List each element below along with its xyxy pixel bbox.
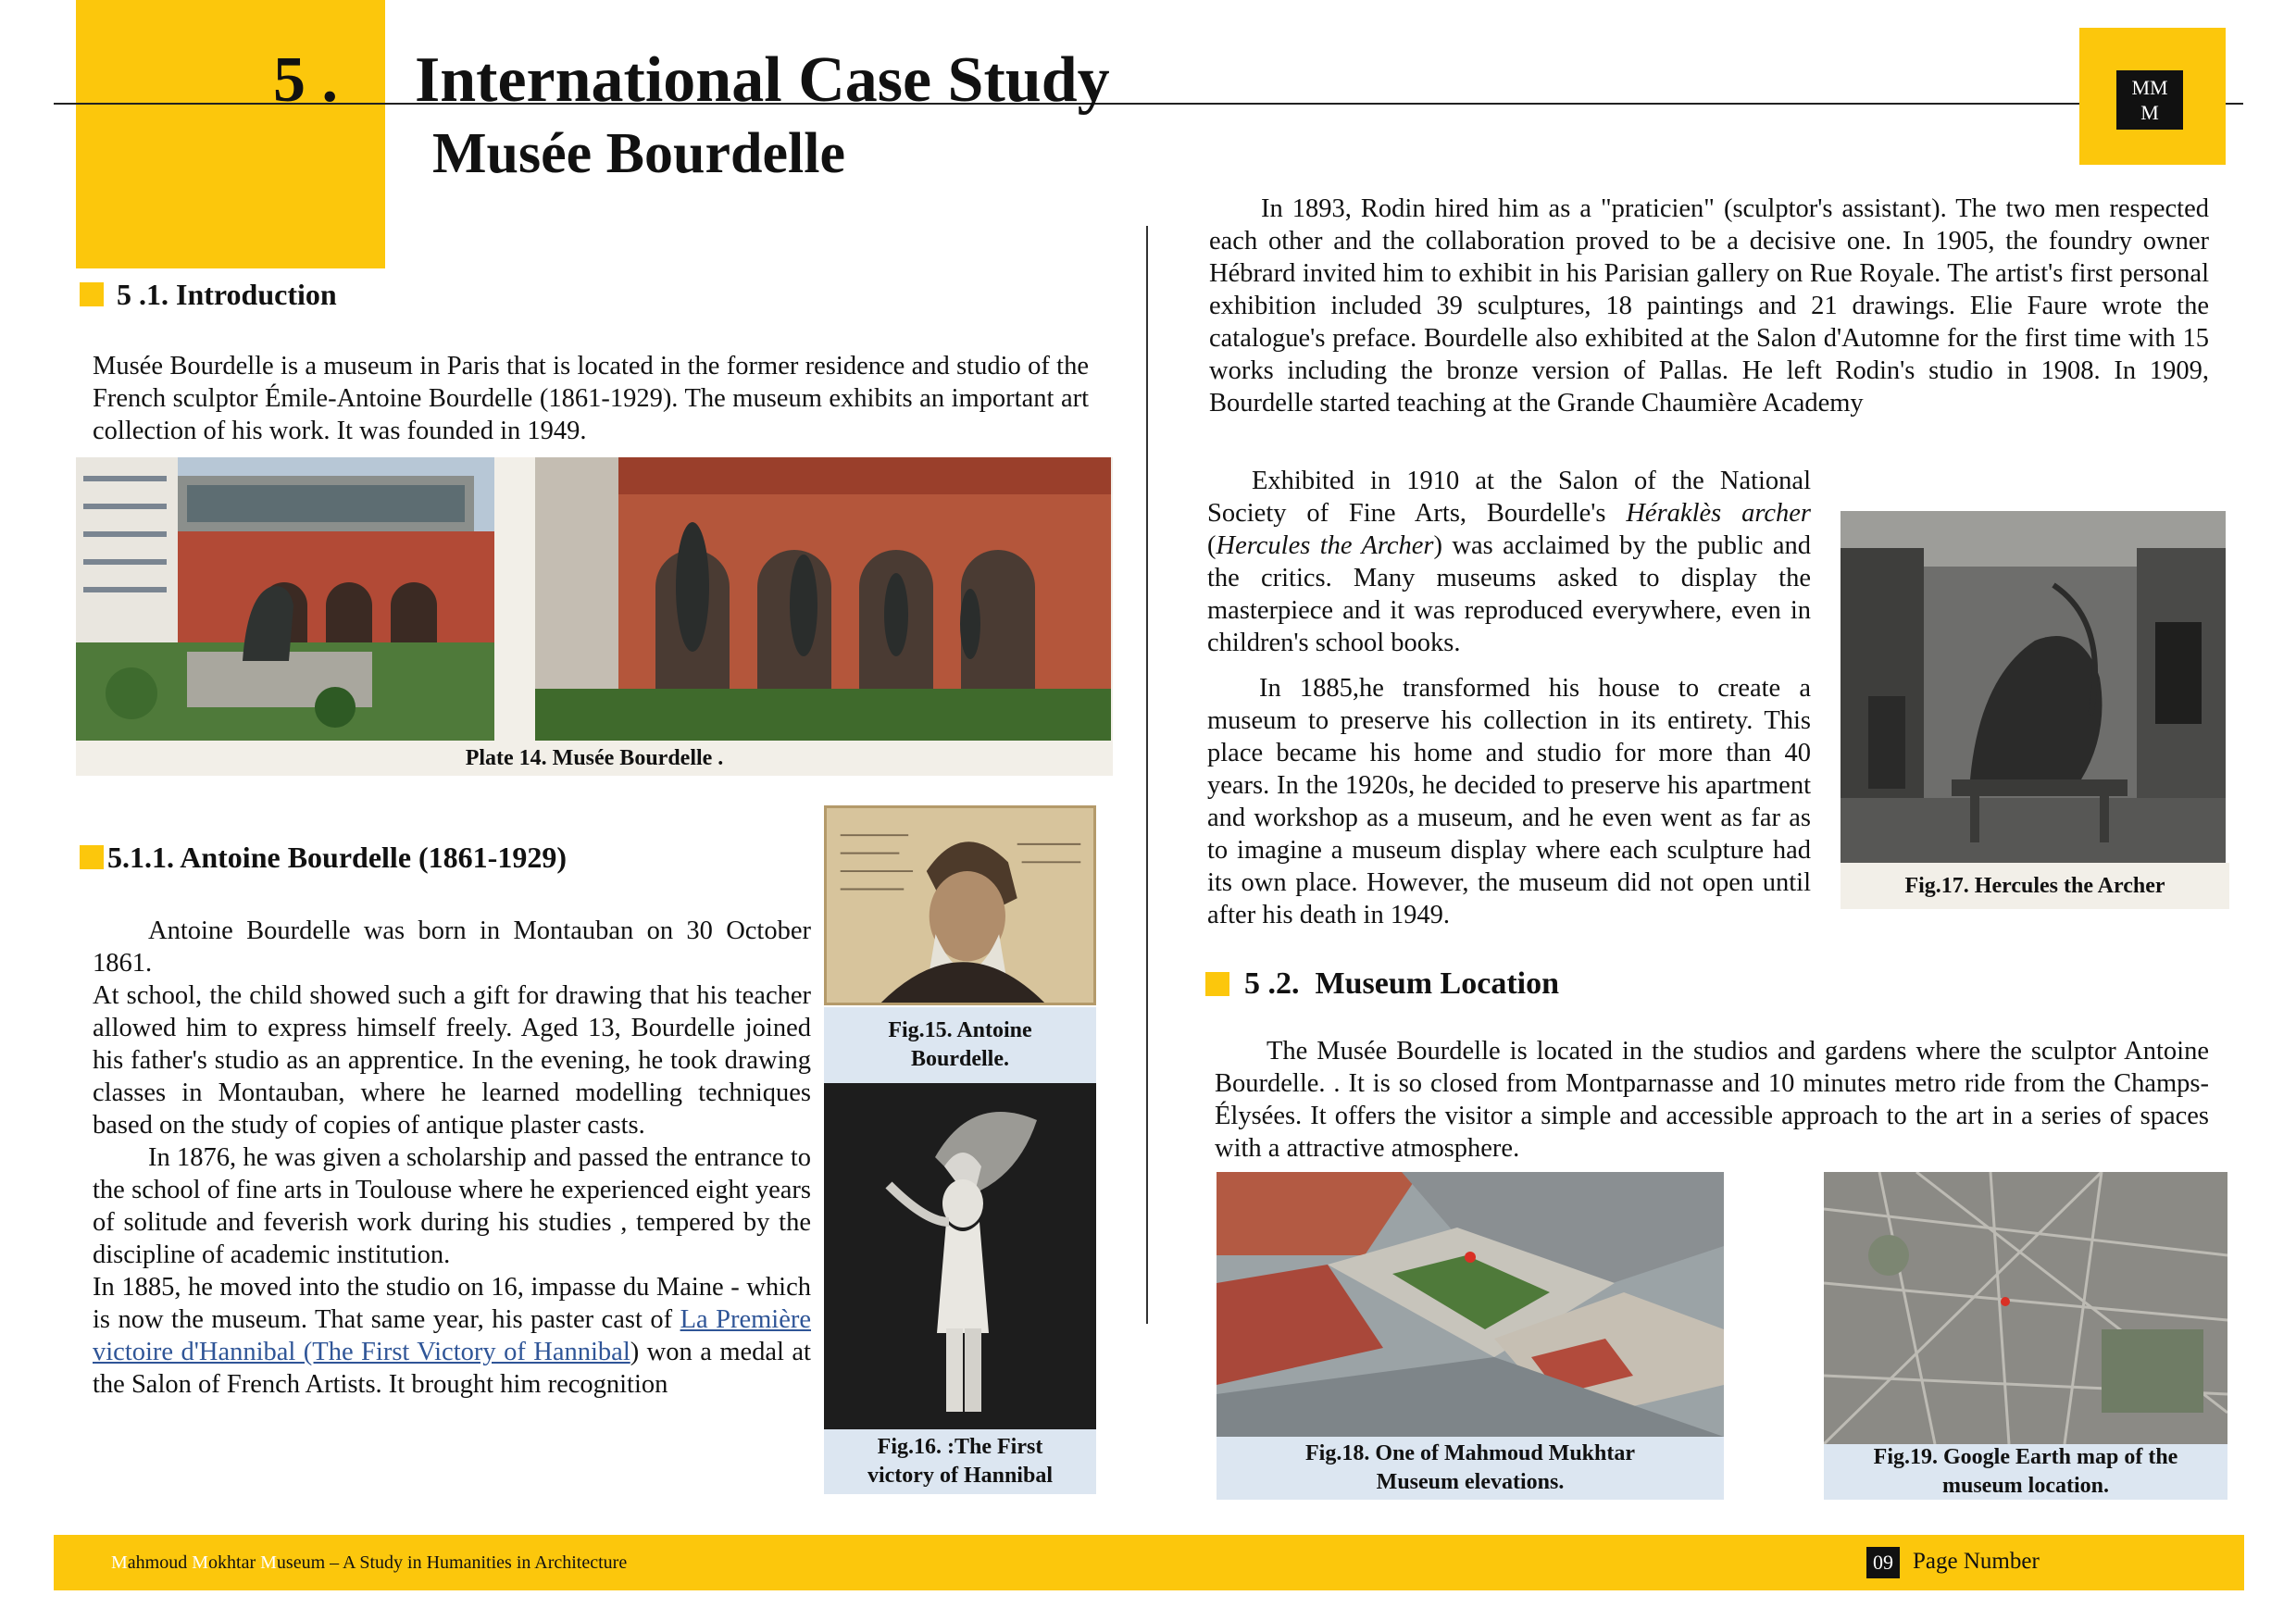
page-number-label: Page Number [1913, 1549, 2040, 1574]
header-rule [54, 103, 2243, 105]
logo-line1: MM [2131, 76, 2168, 99]
hercules-text [1207, 465, 1811, 931]
heading-marker [80, 282, 104, 306]
footer-m1: M [111, 1552, 128, 1573]
bio-p4-end: ) won a medal at the Salon of French Artists. It brought him recognition [93, 1338, 811, 1399]
location-heading-text: 5 .2. Museum Location [1244, 966, 1559, 1001]
p2-part-a: Exhibited in 1910 at the Salon of the National Society of Fine Arts, Bourdelle's [1207, 467, 1811, 528]
intro-heading-text: 5 .1. Introduction [117, 278, 337, 311]
fig17-caption: Fig.17. Hercules the Archer [1841, 863, 2229, 909]
museum-arcade-photo [535, 457, 1111, 741]
header-yellow-block [76, 0, 385, 268]
hannibal-sculpture-photo [824, 1083, 1096, 1429]
intro-paragraph: Musée Bourdelle is a museum in Paris that is located in the former residence and studio of the French sculptor Émile-Antoine Bourdelle (1861-1929). The museum exhibits an important art collection of his work. It was founded in 1949. [93, 352, 1089, 445]
intro-text [93, 350, 1089, 447]
bio-heading [80, 842, 567, 872]
location-text [1215, 1035, 2209, 1165]
footer-m3: M [260, 1552, 277, 1573]
p2-part-b: ( [1207, 531, 1217, 560]
bourdelle-portrait-drawing [824, 805, 1096, 1005]
chapter-title: International Case Study [415, 44, 1110, 116]
location-heading [1205, 968, 1559, 1000]
plate-caption: Plate 14. Musée Bourdelle . [465, 745, 724, 770]
bio-heading-text: 5.1.1. Antoine Bourdelle (1861-1929) [107, 841, 567, 874]
logo-line2: M [2140, 101, 2159, 124]
aerial-view-photo [1217, 1172, 1724, 1437]
p2-italic-2: Hercules the Archer [1216, 531, 1434, 560]
location-paragraph: The Musée Bourdelle is located in the studios and gardens where the sculptor Antoine Bourdelle. . It is so closed from Montparnasse and 10 minutes metro ride from the Champs-Élysées. It offers the visitor a simple and accessible approach to the art in a series of spaces with a attractive atmosphere. [1215, 1037, 2209, 1163]
p2-italic-1: Héraklès archer [1626, 499, 1811, 528]
bio-paragraph-1: Antoine Bourdelle was born in Montauban on 30 October 1861. [93, 916, 811, 978]
rodin-text [1209, 193, 2209, 419]
fig15-caption: Fig.15. Antoine Bourdelle. [824, 1007, 1096, 1083]
footer-title [111, 1552, 627, 1574]
bio-paragraph-4 [93, 1271, 811, 1401]
footer-m2: M [192, 1552, 209, 1573]
fig19-caption: Fig.19. Google Earth map of the museum location. [1824, 1444, 2227, 1500]
hercules-archer-photo [1841, 511, 2226, 863]
column-divider [1146, 226, 1148, 1324]
hannibal-link[interactable]: La Première victoire d'Hannibal (The First Victory of Hannibal [93, 1305, 811, 1366]
right-paragraph-2 [1207, 465, 1811, 659]
fig16-caption: Fig.16. :The First victory of Hannibal [824, 1429, 1096, 1494]
google-earth-map [1824, 1172, 2227, 1444]
bio-text [93, 915, 811, 1401]
intro-heading [80, 280, 337, 309]
footer-t2: okhtar [208, 1552, 261, 1573]
right-paragraph-3: In 1885,he transformed his house to create a museum to preserve his collection in its entirety. This place became his home and studio for more than 40 years. In the 1920s, he decided to preserve his apartment and workshop as a museum, and he even went as far as to imagine a museum display where each sculpture had its own place. However, the museum did not open until after his death in 1949. [1207, 674, 1811, 929]
bio-paragraph-2: At school, the child showed such a gift for drawing that his teacher allowed him to express himself freely. Aged 13, Bourdelle joined his father's studio as an apprentice. In the evening, he took drawing classes in Montauban, where he learned modelling techniques based on the study of copies of antique plaster casts. [93, 981, 811, 1140]
museum-courtyard-photo [76, 457, 494, 741]
heading-marker [1205, 972, 1229, 996]
bio-p4-start: In 1885, he moved into the studio on 16, impasse du Maine - which is now the museum. That same year, his paster cast of [93, 1273, 811, 1334]
logo [2116, 70, 2183, 130]
footer-t1: ahmoud [127, 1552, 193, 1573]
fig18-caption: Fig.18. One of Mahmoud Mukhtar Museum elevations. [1217, 1437, 1724, 1500]
footer-t3: useum – A Study in Humanities in Architecture [276, 1552, 628, 1573]
page-number-badge: 09 [1866, 1547, 1900, 1578]
page-subtitle: Musée Bourdelle [432, 122, 845, 185]
bio-paragraph-3: In 1876, he was given a scholarship and passed the entrance to the school of fine arts in Toulouse where he experienced eight years of solitude and feverish work during his studies , tempered by the discipline of academic institution. [93, 1143, 811, 1269]
heading-marker [80, 845, 104, 869]
right-paragraph-1: In 1893, Rodin hired him as a "praticien" (sculptor's assistant). The two men respected each other and the collaboration proved to be a decisive one. In 1905, the foundry owner Hébrard invited him to exhibit in his Parisian gallery on Rue Royale. The artist's first personal exhibition included 39 sculptures, 18 paintings and 21 drawings. Elie Faure wrote the catalogue's preface. Bourdelle also exhibited at the Salon d'Automne for the first time with 15 works including the bronze version of Pallas. He left Rodin's studio in 1908. In 1909, Bourdelle started teaching at the Grande Chaumière Academy [1209, 194, 2209, 418]
chapter-number: 5 . [273, 44, 338, 116]
p2-part-c: ) was acclaimed by the public and the critics. Many museums asked to display the masterpiece and it was reproduced everywhere, even in children's school books. [1207, 531, 1811, 657]
